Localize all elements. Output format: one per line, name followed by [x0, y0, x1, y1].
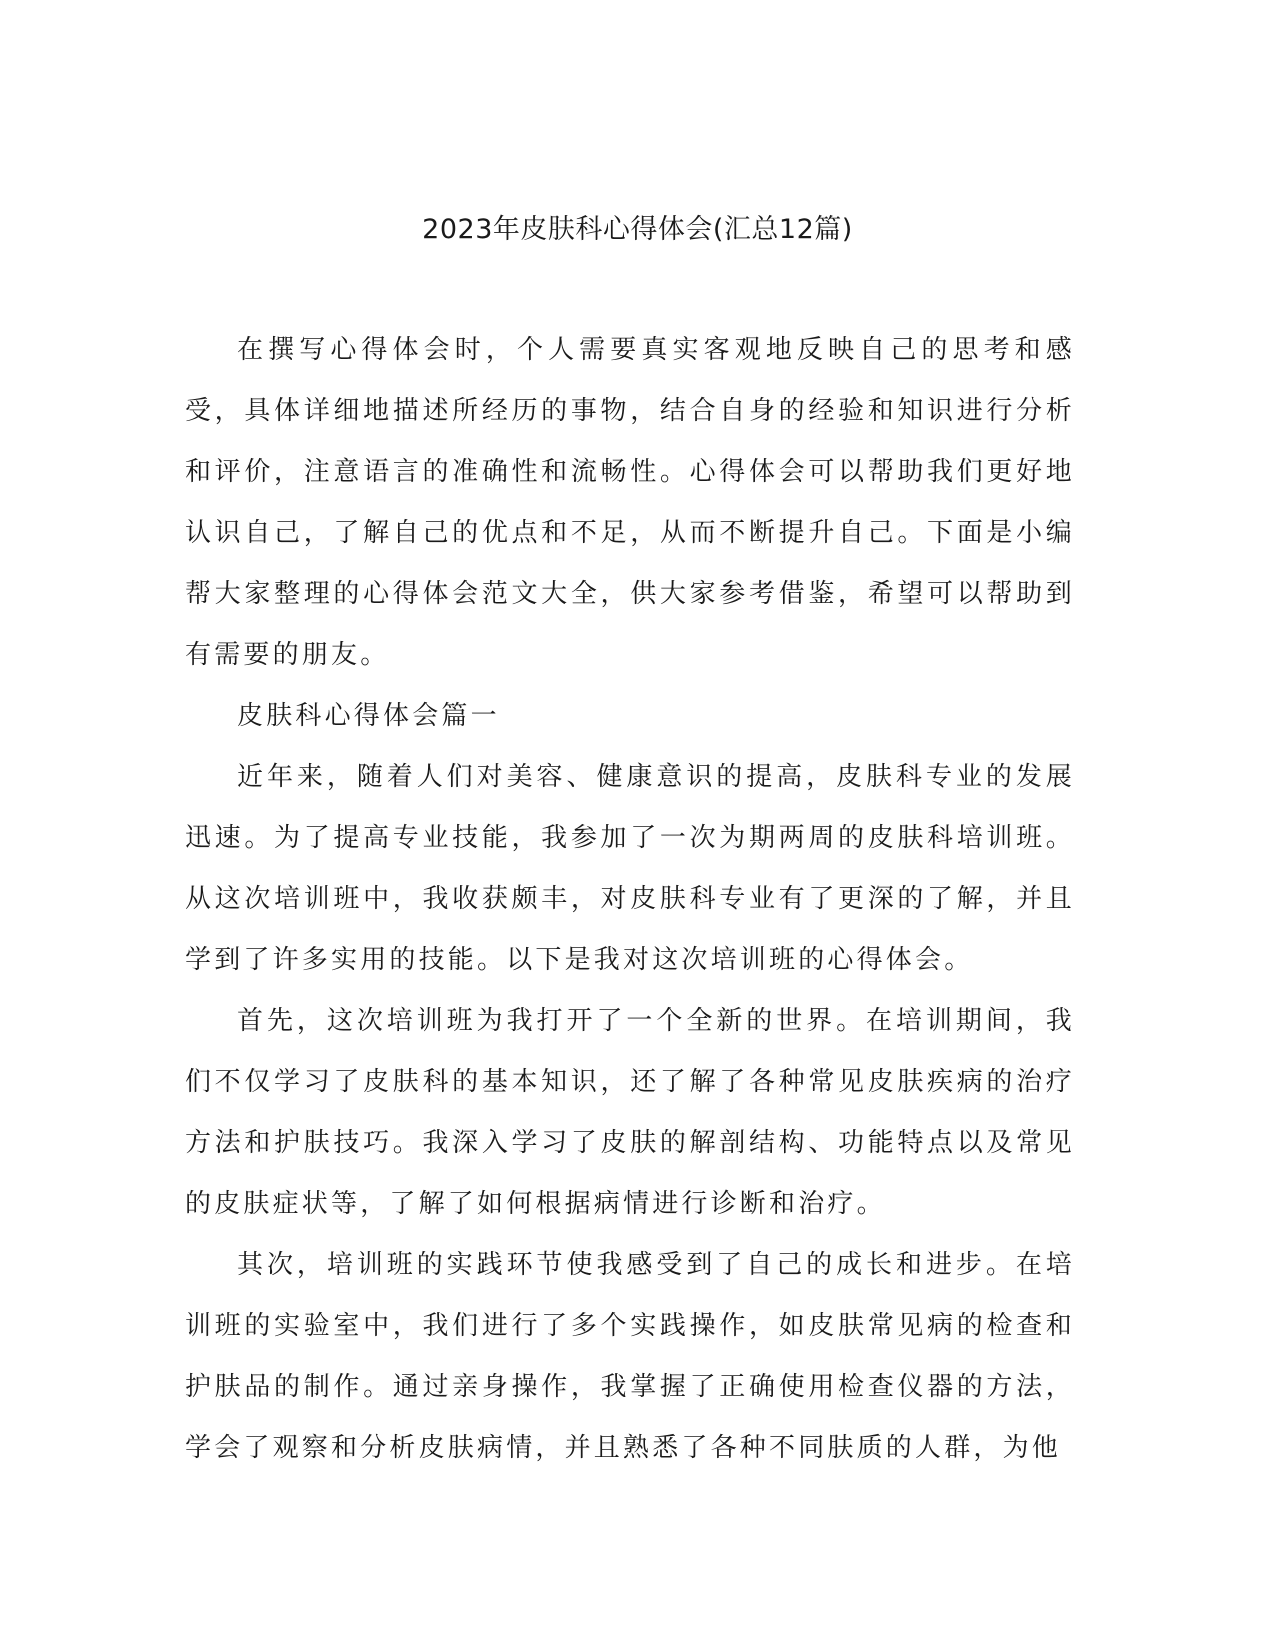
body-paragraph: 首先，这次培训班为我打开了一个全新的世界。在培训期间，我们不仅学习了皮肤科的基本知识，还了解了各种常见皮肤疾病的治疗方法和护肤技巧。我深入学习了皮肤的解剖结构、功能特点以及常见的皮肤症状等，了解了如何根据病情进行诊断和治疗。	[185, 1006, 1075, 1219]
section-heading: 皮肤科心得体会篇一	[237, 701, 500, 731]
document-title: 2023年皮肤科心得体会(汇总12篇)	[422, 214, 853, 245]
intro-paragraph: 在撰写心得体会时，个人需要真实客观地反映自己的思考和感受，具体详细地描述所经历的事物，结合自身的经验和知识进行分析和评价，注意语言的准确性和流畅性。心得体会可以帮助我们更好地认识自己，了解自己的优点和不足，从而不断提升自己。下面是小编帮大家整理的心得体会范文大全，供大家参考借鉴，希望可以帮助到有需要的朋友。	[185, 335, 1075, 670]
document-body	[185, 320, 1075, 1479]
body-paragraph: 近年来，随着人们对美容、健康意识的提高，皮肤科专业的发展迅速。为了提高专业技能，我参加了一次为期两周的皮肤科培训班。从这次培训班中，我收获颇丰，对皮肤科专业有了更深的了解，并且学到了许多实用的技能。以下是我对这次培训班的心得体会。	[185, 762, 1075, 975]
body-paragraph: 其次，培训班的实践环节使我感受到了自己的成长和进步。在培训班的实验室中，我们进行了多个实践操作，如皮肤常见病的检查和护肤品的制作。通过亲身操作，我掌握了正确使用检查仪器的方法，学会了观察和分析皮肤病情，并且熟悉了各种不同肤质的人群，为他	[185, 1250, 1075, 1463]
